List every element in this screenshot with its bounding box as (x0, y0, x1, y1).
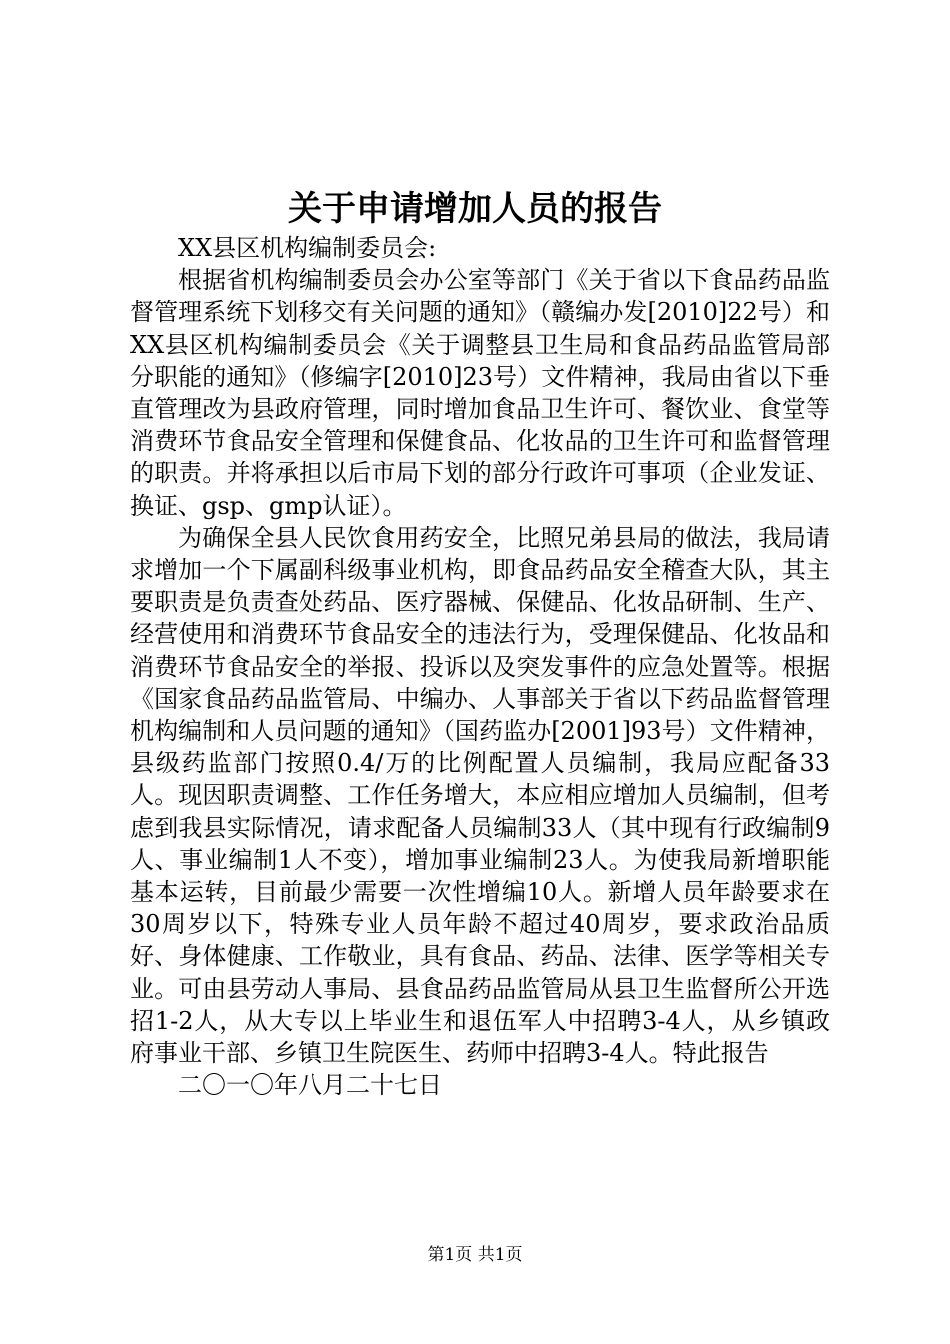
document-title: 关于申请增加人员的报告 (288, 189, 662, 229)
document-date: 二〇一〇年八月二十七日 (178, 1071, 442, 1100)
document-body (130, 232, 830, 1101)
paragraph-2: 为确保全县人民饮食用药安全，比照兄弟县局的做法，我局请求增加一个下属副科级事业机构，即食品药品安全稽查大队，其主要职责是负责查处药品、医疗器械、保健品、化妆品研制、生产、经营使用和消费环节食品安全的违法行为，受理保健品、化妆品和消费环节食品安全的举报、投诉以及突发事件的应急处置等。根据《国家食品药品监管局、中编办、人事部关于省以下药品监督管理机构编制和人员问题的通知》（国药监办[2001]93号）文件精神，县级药监部门按照0.4/万的比例配置人员编制，我局应配备33人。现因职责调整、工作任务增大，本应相应增加人员编制，但考虑到我县实际情况，请求配备人员编制33人（其中现有行政编制9人、事业编制1人不变），增加事业编制23人。为使我局新增职能基本运转，目前最少需要一次性增编10人。新增人员年龄要求在30周岁以下，特殊专业人员年龄不超过40周岁，要求政治品质好、身体健康、工作敬业，具有食品、药品、法律、医学等相关专业。可由县劳动人事局、县食品药品监管局从县卫生监督所公开选招1-2人，从大专以上毕业生和退伍军人中招聘3-4人，从乡镇政府事业干部、乡镇卫生院医生、药师中招聘3-4人。特此报告 (130, 523, 830, 1068)
salutation: XX县区机构编制委员会: (178, 234, 437, 262)
paragraph-1: 根据省机构编制委员会办公室等部门《关于省以下食品药品监督管理系统下划移交有关问题的通知》（赣编办发[2010]22号）和XX县区机构编制委员会《关于调整县卫生局和食品药品监管局部分职能的通知》（修编字[2010]23号）文件精神，我局由省以下垂直管理改为县政府管理，同时增加食品卫生许可、餐饮业、食堂等消费环节食品安全管理和保健食品、化妆品的卫生许可和监督管理的职责。并将承担以后市局下划的部分行政许可事项（企业发证、换证、gsp、gmp认证）。 (130, 266, 830, 520)
page-footer: 第1页 共1页 (427, 1245, 523, 1265)
